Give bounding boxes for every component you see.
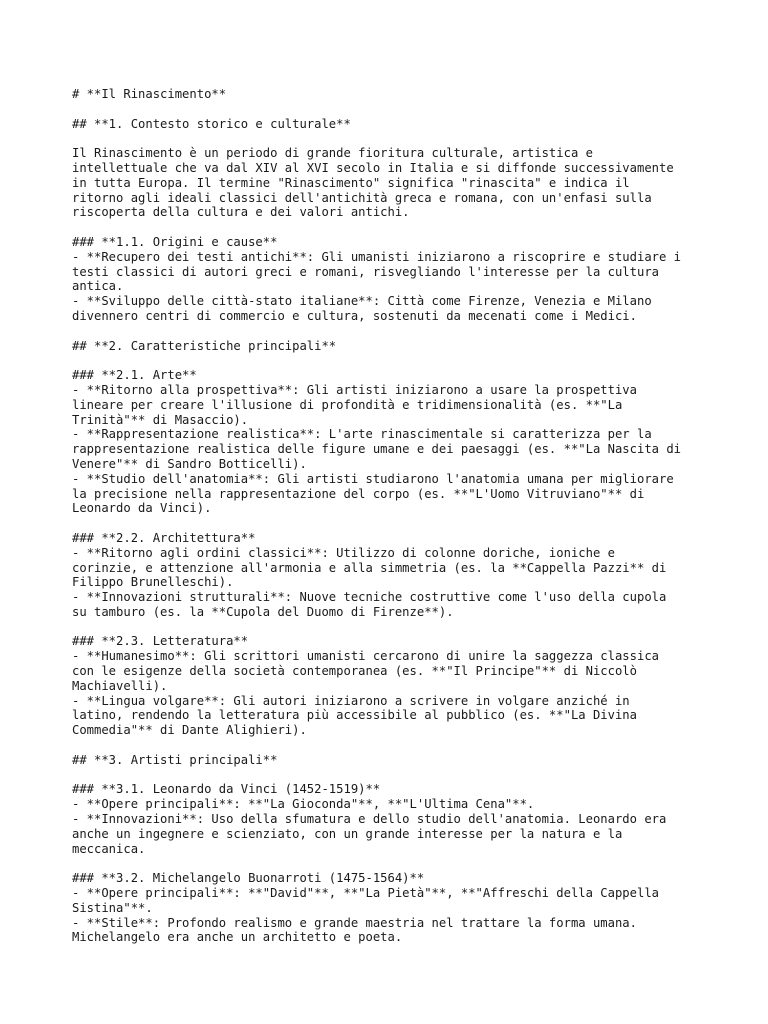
list-item: - **Opere principali**: **"David"**, **"La Pietà"**, **"Affreschi della Cappella bbox=[72, 886, 659, 901]
blank-line bbox=[72, 738, 728, 753]
text-line: Sistina"**. bbox=[72, 900, 153, 915]
blank-line bbox=[72, 516, 728, 531]
text-line: ritorno agli ideali classici dell'antichità greca e romana, con un'enfasi sulla bbox=[72, 190, 652, 205]
text-line: Filippo Brunelleschi). bbox=[72, 575, 234, 590]
text-line: antica. bbox=[72, 279, 124, 294]
subsection-heading: ### **2.1. Arte** bbox=[72, 368, 197, 383]
list-item: - **Stile**: Profondo realismo e grande maestria nel trattare la forma umana. bbox=[72, 915, 637, 930]
list-item: - **Ritorno agli ordini classici**: Utilizzo di colonne doriche, ioniche e bbox=[72, 545, 615, 560]
blank-line bbox=[72, 324, 728, 339]
list-item: - **Innovazioni strutturali**: Nuove tecniche costruttive come l'uso della cupola bbox=[72, 590, 667, 605]
text-line: latino, rendendo la letteratura più accessibile al pubblico (es. **"La Divina bbox=[72, 708, 637, 723]
subsection-heading: ### **2.3. Letteratura** bbox=[72, 634, 249, 649]
list-item: - **Studio dell'anatomia**: Gli artisti studiarono l'anatomia umana per migliorare bbox=[72, 471, 674, 486]
section-heading: ## **1. Contesto storico e culturale** bbox=[72, 116, 351, 131]
subsection-heading: ### **2.2. Architettura** bbox=[72, 530, 256, 545]
document-title: # **Il Rinascimento** bbox=[72, 87, 227, 101]
blank-line bbox=[72, 102, 728, 117]
section-heading: ## **2. Caratteristiche principali** bbox=[72, 338, 337, 353]
list-item: - **Recupero dei testi antichi**: Gli umanisti iniziarono a riscoprire e studiare i bbox=[72, 249, 682, 264]
blank-line bbox=[72, 768, 728, 783]
list-item: - **Opere principali**: **"La Gioconda"**, **"L'Ultima Cena"**. bbox=[72, 797, 535, 812]
text-line: intellettuale che va dal XIV al XVI secolo in Italia e si diffonde successivamente bbox=[72, 160, 674, 175]
list-item: - **Humanesimo**: Gli scrittori umanisti cercarono di unire la saggezza classica bbox=[72, 649, 659, 664]
text-line: Machiavelli). bbox=[72, 678, 168, 693]
text-line: testi classici di autori greci e romani, risvegliando l'interesse per la cultura bbox=[72, 264, 659, 279]
subsection-heading: ### **1.1. Origini e cause** bbox=[72, 234, 278, 249]
text-line: divennero centri di commercio e cultura, sostenuti da mecenati come i Medici. bbox=[72, 308, 637, 323]
list-item: - **Ritorno alla prospettiva**: Gli artisti iniziarono a usare la prospettiva bbox=[72, 382, 637, 397]
text-line: rappresentazione realistica delle figure umane e dei paesaggi (es. **"La Nascita di bbox=[72, 442, 682, 457]
section-heading: ## **3. Artisti principali** bbox=[72, 752, 278, 767]
text-line: la precisione nella rappresentazione del corpo (es. **"L'Uomo Vitruviano"** di bbox=[72, 486, 645, 501]
text-line: riscoperta della cultura e dei valori antichi. bbox=[72, 205, 410, 220]
text-line: Commedia"** di Dante Alighieri). bbox=[72, 723, 307, 738]
text-line: Il Rinascimento è un periodo di grande fioritura culturale, artistica e bbox=[72, 146, 593, 161]
text-line: Venere"** di Sandro Botticelli). bbox=[72, 456, 307, 471]
text-line: Trinità"** di Masaccio). bbox=[72, 412, 249, 427]
text-line: lineare per creare l'illusione di profondità e tridimensionalità (es. **"La bbox=[72, 397, 623, 412]
text-line: con le esigenze della società contemporanea (es. **"Il Principe"** di Niccolò bbox=[72, 664, 637, 679]
blank-line bbox=[72, 220, 728, 235]
blank-line bbox=[72, 856, 728, 871]
subsection-heading: ### **3.2. Michelangelo Buonarroti (1475-1564)** bbox=[72, 871, 425, 886]
list-item: - **Innovazioni**: Uso della sfumatura e dello studio dell'anatomia. Leonardo era bbox=[72, 812, 667, 827]
text-line: meccanica. bbox=[72, 841, 146, 856]
list-item: - **Lingua volgare**: Gli autori iniziarono a scrivere in volgare anziché in bbox=[72, 693, 630, 708]
blank-line bbox=[72, 353, 728, 368]
text-line: corinzie, e attenzione all'armonia e alla simmetria (es. la **Cappella Pazzi** di bbox=[72, 560, 667, 575]
text-line: Leonardo da Vinci). bbox=[72, 501, 212, 516]
text-line: in tutta Europa. Il termine "Rinascimento" significa "rinascita" e indica il bbox=[72, 175, 630, 190]
text-line: Michelangelo era anche un architetto e poeta. bbox=[72, 930, 403, 945]
text-line: su tamburo (es. la **Cupola del Duomo di Firenze**). bbox=[72, 604, 454, 619]
list-item: - **Sviluppo delle città-stato italiane**: Città come Firenze, Venezia e Milano bbox=[72, 294, 652, 309]
text-line: anche un ingegnere e scienziato, con un grande interesse per la natura e la bbox=[72, 826, 623, 841]
subsection-heading: ### **3.1. Leonardo da Vinci (1452-1519)** bbox=[72, 782, 381, 797]
list-item: - **Rappresentazione realistica**: L'arte rinascimentale si caratterizza per la bbox=[72, 427, 652, 442]
blank-line bbox=[72, 620, 728, 635]
blank-line bbox=[72, 131, 728, 146]
